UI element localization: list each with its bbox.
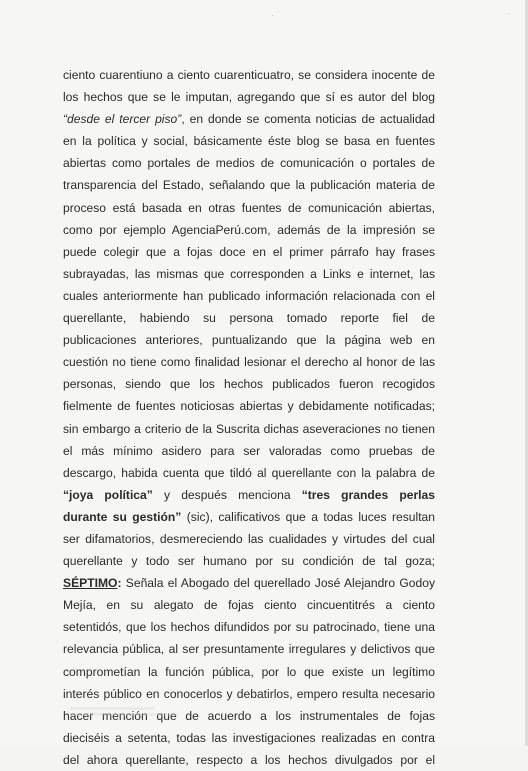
text-segment: setentidós, que los hechos difundidos por su patrocinado, tiene una (63, 620, 435, 635)
text-line (63, 395, 435, 417)
text-segment: cuales anteriormente han publicado información relacionada con el (63, 288, 435, 303)
text-line (63, 462, 435, 484)
text-line (63, 749, 435, 771)
text-segment: ciento cuarentiuno a ciento cuarenticuatro, se considera inocente de (63, 68, 435, 82)
text-line (63, 484, 435, 506)
text-segment: querellante, habiendo su persona tomado reporte fiel de (63, 311, 435, 326)
bold-text: : (117, 576, 126, 591)
text-line (63, 197, 435, 219)
text-line (63, 241, 435, 263)
text-segment: hacer mención que de acuerdo a los instrumentales de fojas (63, 708, 435, 723)
text-line (63, 638, 435, 660)
text-line (63, 528, 435, 550)
bleed-through-smudge (70, 707, 190, 721)
scan-mark: · (507, 8, 510, 18)
text-segment: relevancia pública, al ser presuntamente irregulares y delictivos que (63, 642, 435, 657)
text-line (63, 506, 435, 528)
text-segment: dieciséis a setenta, todas las investigaciones realizadas en contra (63, 730, 435, 745)
text-line (63, 174, 435, 196)
text-segment: personas, siendo que los hechos publicados fueron recogidos (63, 377, 435, 392)
text-segment: Mejía, en su alegato de fojas ciento cincuentitrés a ciento (63, 598, 435, 613)
text-segment: los hechos que se le imputan, agregando que sí es autor del blog (63, 90, 435, 105)
text-segment: cuestión no tiene como finalidad lesionar el derecho al honor de las (63, 355, 435, 370)
bold-text: “tres grandes perlas (301, 487, 435, 502)
text-segment: del ahora querellante, respecto a los hechos divulgados por el (63, 752, 435, 767)
text-line (63, 152, 435, 174)
text-line (63, 373, 435, 395)
text-line (63, 594, 435, 616)
text-line (63, 351, 435, 373)
text-line (63, 263, 435, 285)
text-line (63, 616, 435, 638)
text-segment: abiertas como portales de medios de comunicación o portales de (63, 156, 435, 171)
text-segment: (sic), calificativos que a todas luces resultan (181, 509, 436, 524)
scan-mark: · (271, 10, 274, 20)
text-segment: comprometían la función pública, por lo que existe un legítimo (63, 664, 435, 679)
text-line (63, 683, 435, 705)
text-line (63, 130, 435, 152)
text-segment: sin embargo a criterio de la Suscrita dichas aseveraciones no tienen (63, 421, 435, 436)
text-segment: interés público en conocerlos y debatirlos, empero resulta necesario (63, 686, 435, 701)
text-line (63, 440, 435, 462)
bold-text: “joya política” (63, 487, 153, 502)
text-segment: Señala el Abogado del querellado José Alejandro Godoy (125, 576, 435, 591)
text-line (63, 418, 435, 440)
text-line (63, 550, 435, 572)
italic-text: “desde el tercer piso” (63, 112, 182, 127)
text-segment: descargo, habida cuenta que tildó al querellante con la palabra de (63, 465, 435, 480)
text-segment: ser difamatorios, desmereciendo las cualidades y virtudes del cual (63, 531, 435, 546)
text-segment: publicaciones anteriores, puntualizando que la página web en (63, 333, 435, 348)
text-line (63, 108, 435, 130)
bold-text: SÉPTIMO (63, 576, 118, 591)
text-segment: y después menciona (152, 487, 302, 502)
text-segment: el más mínimo asidero para ser valoradas como pruebas de (63, 443, 435, 458)
text-line (63, 572, 435, 594)
text-line (63, 307, 435, 329)
text-segment: subrayadas, las mismas que corresponden a Links e internet, las (63, 266, 435, 281)
text-segment: querellante y todo ser humano por su condición de tal goza; (63, 554, 435, 569)
text-segment: proceso está basada en otras fuentes de comunicación abiertas, (63, 200, 435, 215)
bold-text: durante su gestión” (63, 509, 182, 524)
text-segment: puede colegir que a fojas doce en el primer párrafo hay frases (63, 244, 435, 259)
text-line (63, 219, 435, 241)
text-line (63, 285, 435, 307)
text-line (63, 661, 435, 683)
text-line (63, 329, 435, 351)
text-segment: , en donde se comenta noticias de actualidad (181, 112, 435, 127)
text-line (63, 86, 435, 108)
text-line (63, 64, 435, 86)
document-body (63, 64, 435, 771)
text-segment: como por ejemplo AgenciaPerú.com, además de la impresión se (63, 222, 435, 237)
text-segment: fielmente de fuentes noticiosas abiertas y debidamente notificadas; (63, 399, 435, 414)
text-segment: en la política y social, básicamente éste blog se basa en fuentes (63, 134, 435, 149)
text-segment: transparencia del Estado, señalando que la publicación materia de (63, 178, 435, 193)
